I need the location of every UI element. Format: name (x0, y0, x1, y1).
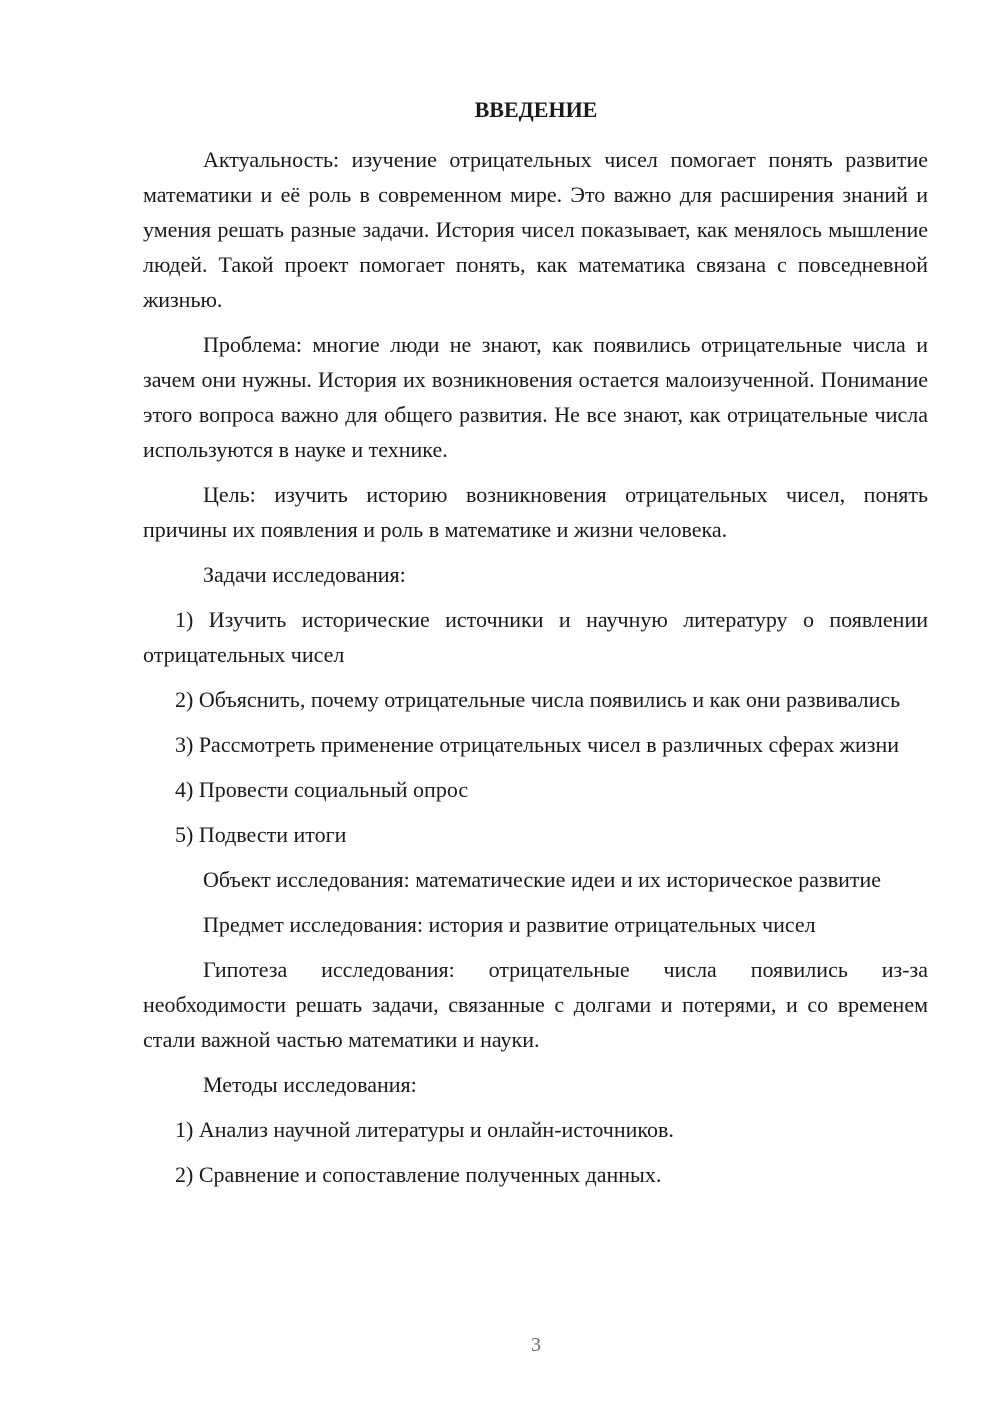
method-item-2: 2) Сравнение и сопоставление полученных данных. (175, 1162, 662, 1187)
task-item-2: 2) Объяснить, почему отрицательные числа появились и как они развивались (175, 687, 901, 712)
paragraph-methods-heading: Методы исследования: (203, 1072, 417, 1097)
task-item-1: 1) Изучить исторические источники и научную литературу о появлении отрицательных чисел (143, 607, 928, 667)
method-item-1: 1) Анализ научной литературы и онлайн-источников. (175, 1117, 674, 1142)
task-item-5: 5) Подвести итоги (175, 822, 347, 847)
paragraph-subject: Предмет исследования: история и развитие отрицательных чисел (203, 912, 816, 937)
task-item-3: 3) Рассмотреть применение отрицательных чисел в различных сферах жизни (175, 732, 900, 757)
task-item-4: 4) Провести социальный опрос (175, 777, 469, 802)
page-number: 3 (531, 1334, 541, 1356)
paragraph-tasks-heading: Задачи исследования: (203, 562, 406, 587)
paragraph-hypothesis: Гипотеза исследования: отрицательные числа появились из-за необходимости решать задачи, связанные с долгами и потерями, и со временем стали важной частью математики и науки. (143, 957, 928, 1052)
paragraph-relevance: Актуальность: изучение отрицательных чисел помогает понять развитие математики и её роль в современном мире. Это важно для расширения знаний и умения решать разные задачи. История чисел показывает, как менялось мышление людей. Такой проект помогает понять, как математика связана с повседневной жизнью. (143, 147, 928, 312)
section-heading: ВВЕДЕНИЕ (474, 97, 598, 122)
paragraph-object: Объект исследования: математические идеи и их историческое развитие (203, 867, 882, 892)
paragraph-goal: Цель: изучить историю возникновения отрицательных чисел, понять причины их появления и роль в математике и жизни человека. (143, 482, 928, 542)
paragraph-problem: Проблема: многие люди не знают, как появились отрицательные числа и зачем они нужны. История их возникновения остается малоизученной. Понимание этого вопроса важно для общего развития. Не все знают, как отрицательные числа используются в науке и технике. (143, 332, 928, 462)
document-body (143, 142, 928, 1192)
